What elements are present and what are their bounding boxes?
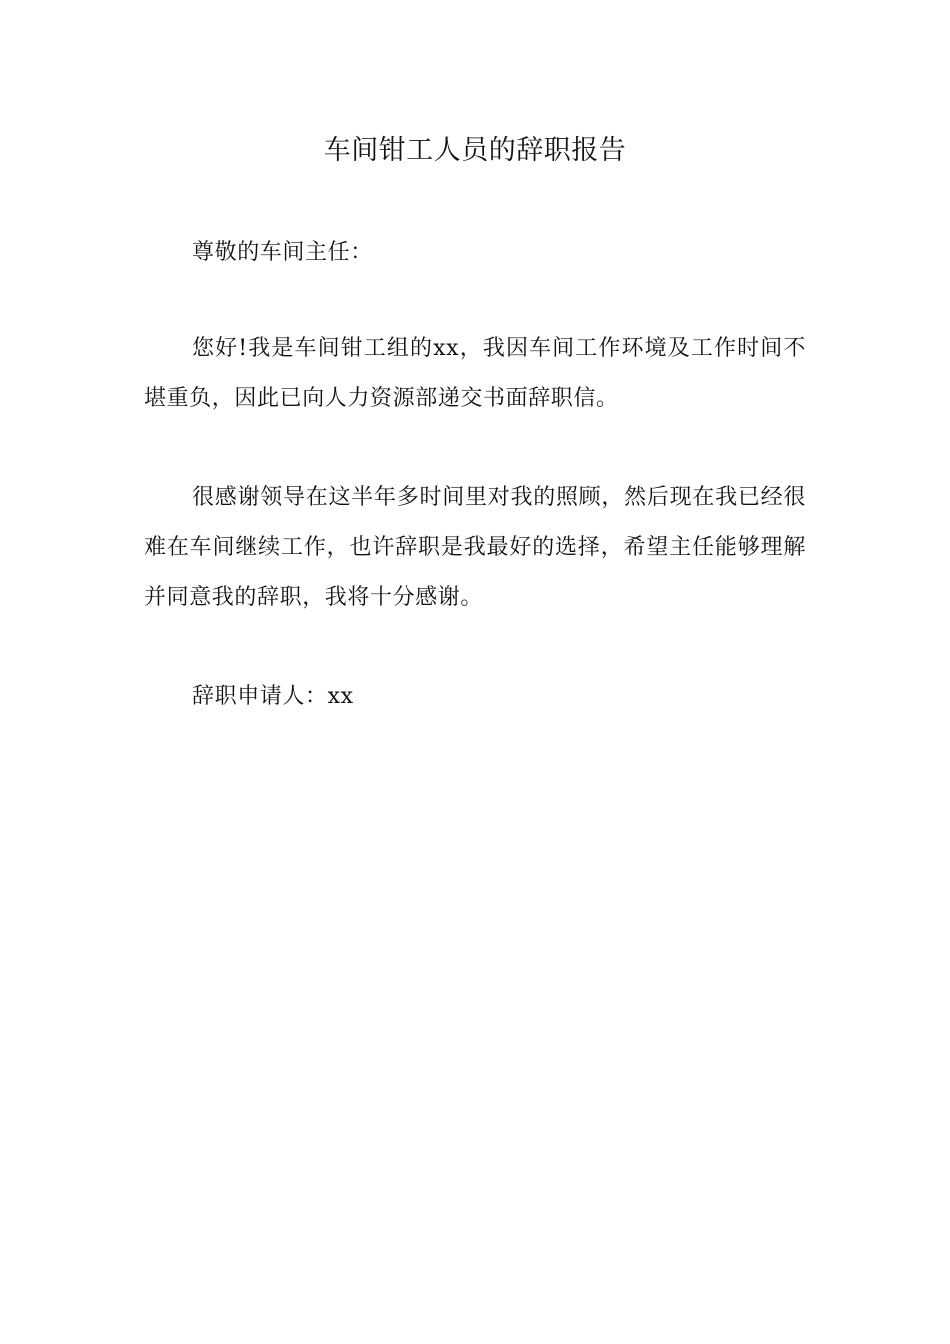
salutation: 尊敬的车间主任：: [192, 240, 373, 265]
document-title: 车间钳工人员的辞职报告: [323, 135, 627, 166]
signature-line: 辞职申请人：xx: [192, 684, 354, 709]
paragraph-body: 很感谢领导在这半年多时间里对我的照顾，然后现在我已经很难在车间继续工作，也许辞职是我最好的选择，希望主任能够理解并同意我的辞职，我将十分感谢。: [144, 485, 806, 610]
paragraph-greeting: 您好!我是车间钳工组的xx，我因车间工作环境及工作时间不堪重负，因此已向人力资源部递交书面辞职信。: [144, 336, 806, 411]
